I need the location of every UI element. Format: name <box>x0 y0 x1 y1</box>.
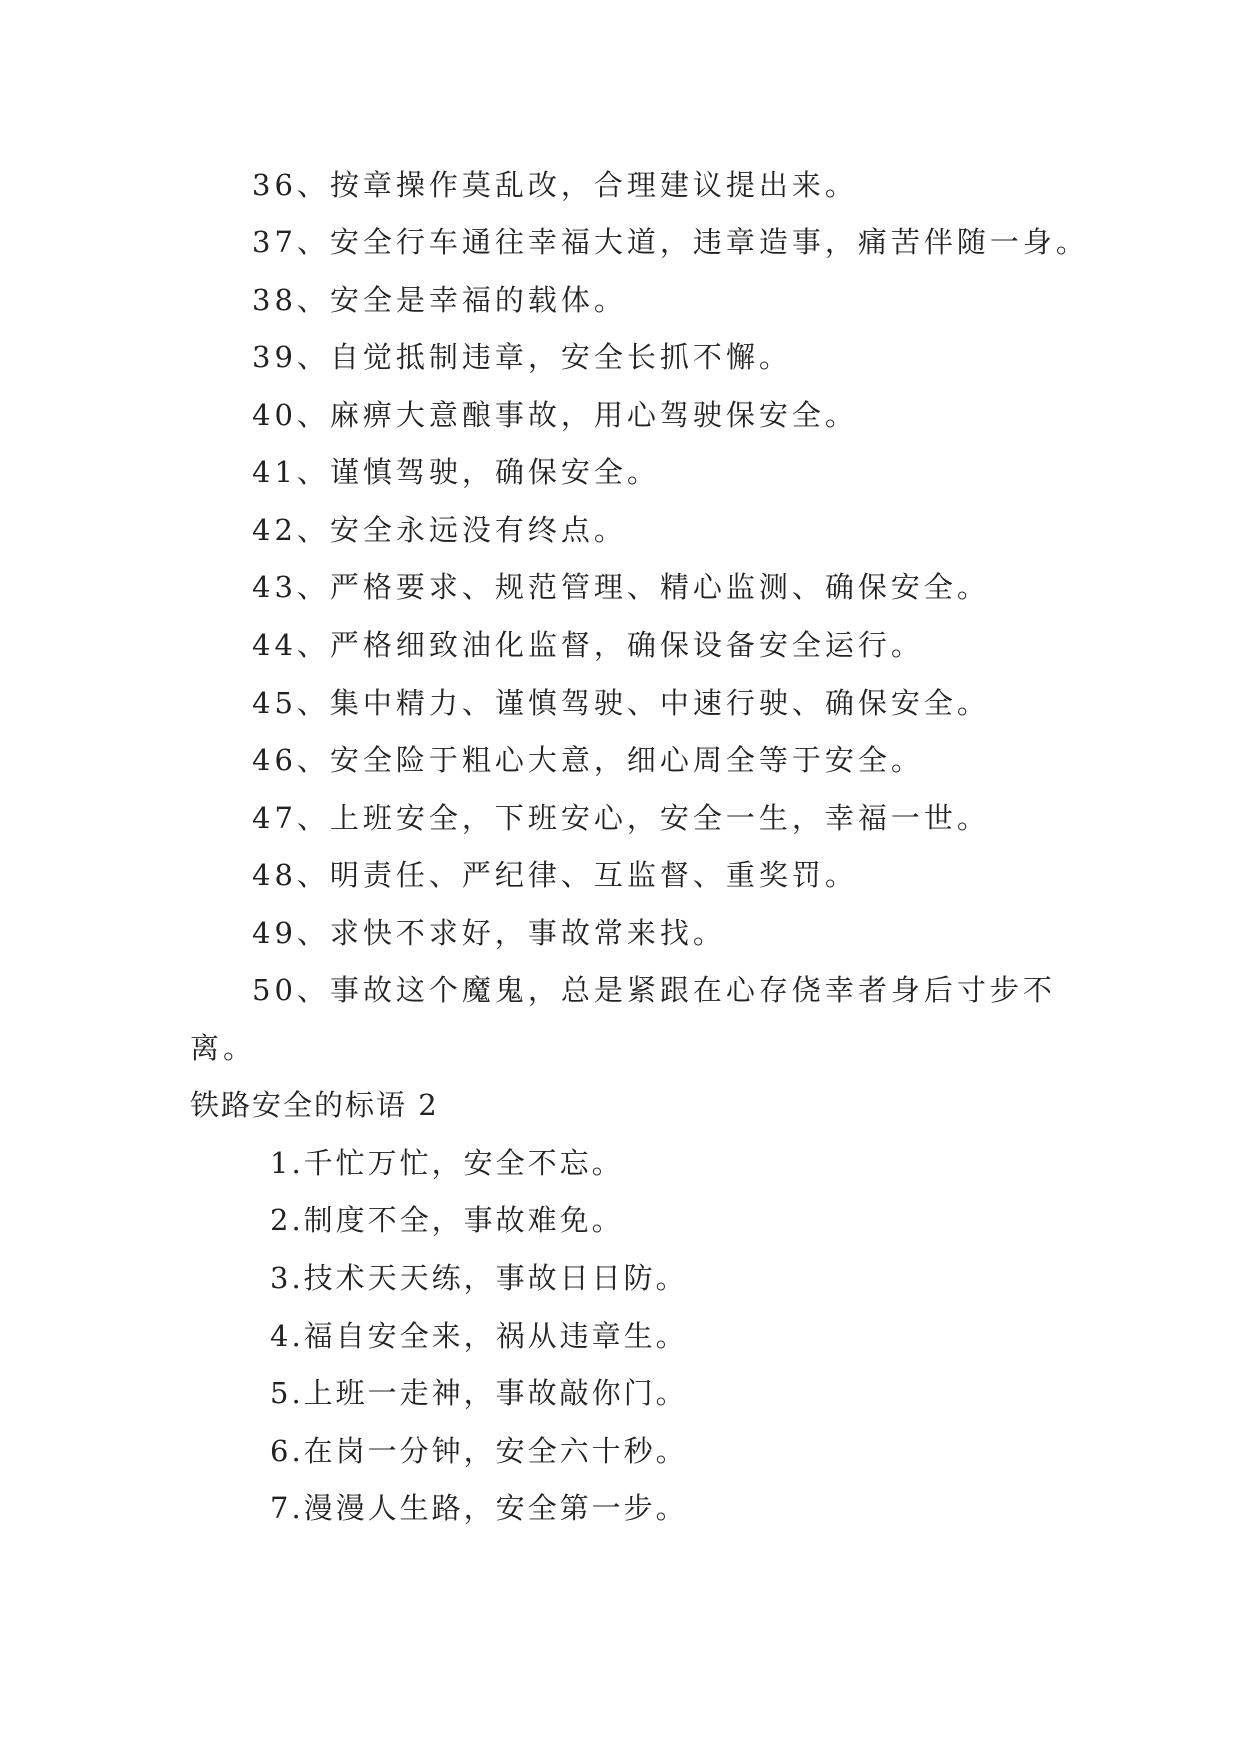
slogan-41: 41、谨慎驾驶，确保安全。 <box>252 455 660 489</box>
slogan-48: 48、明责任、严纪律、互监督、重奖罚。 <box>252 858 858 892</box>
slogan-4: 4.福自安全来，祸从违章生。 <box>270 1319 688 1353</box>
slogan-6: 6.在岗一分钟，安全六十秒。 <box>270 1434 688 1468</box>
slogan-7: 7.漫漫人生路，安全第一步。 <box>270 1491 688 1525</box>
slogan-50-continuation: 离。 <box>190 1031 257 1065</box>
slogan-38: 38、安全是幸福的载体。 <box>252 283 627 317</box>
section-heading: 铁路安全的标语 2 <box>190 1088 439 1122</box>
slogan-43: 43、严格要求、规范管理、精心监测、确保安全。 <box>252 570 990 604</box>
slogan-3: 3.技术天天练，事故日日防。 <box>270 1261 688 1295</box>
slogan-5: 5.上班一走神，事故敲你门。 <box>270 1376 688 1410</box>
slogan-2: 2.制度不全，事故难免。 <box>270 1203 624 1237</box>
slogan-36: 36、按章操作莫乱改，合理建议提出来。 <box>252 168 858 202</box>
slogan-50: 50、事故这个魔鬼，总是紧跟在心存侥幸者身后寸步不 <box>252 973 1056 1007</box>
slogan-44: 44、严格细致油化监督，确保设备安全运行。 <box>252 628 924 662</box>
slogan-42: 42、安全永远没有终点。 <box>252 513 627 547</box>
slogan-45: 45、集中精力、谨慎驾驶、中速行驶、确保安全。 <box>252 686 990 720</box>
slogan-46: 46、安全险于粗心大意，细心周全等于安全。 <box>252 743 924 777</box>
slogan-49: 49、求快不求好，事故常来找。 <box>252 916 726 950</box>
slogan-39: 39、自觉抵制违章，安全长抓不懈。 <box>252 340 792 374</box>
slogan-40: 40、麻痹大意酿事故，用心驾驶保安全。 <box>252 398 858 432</box>
slogan-1: 1.千忙万忙，安全不忘。 <box>270 1146 624 1180</box>
slogan-37: 37、安全行车通往幸福大道，违章造事，痛苦伴随一身。 <box>252 225 1089 259</box>
slogan-47: 47、上班安全，下班安心，安全一生，幸福一世。 <box>252 801 990 835</box>
